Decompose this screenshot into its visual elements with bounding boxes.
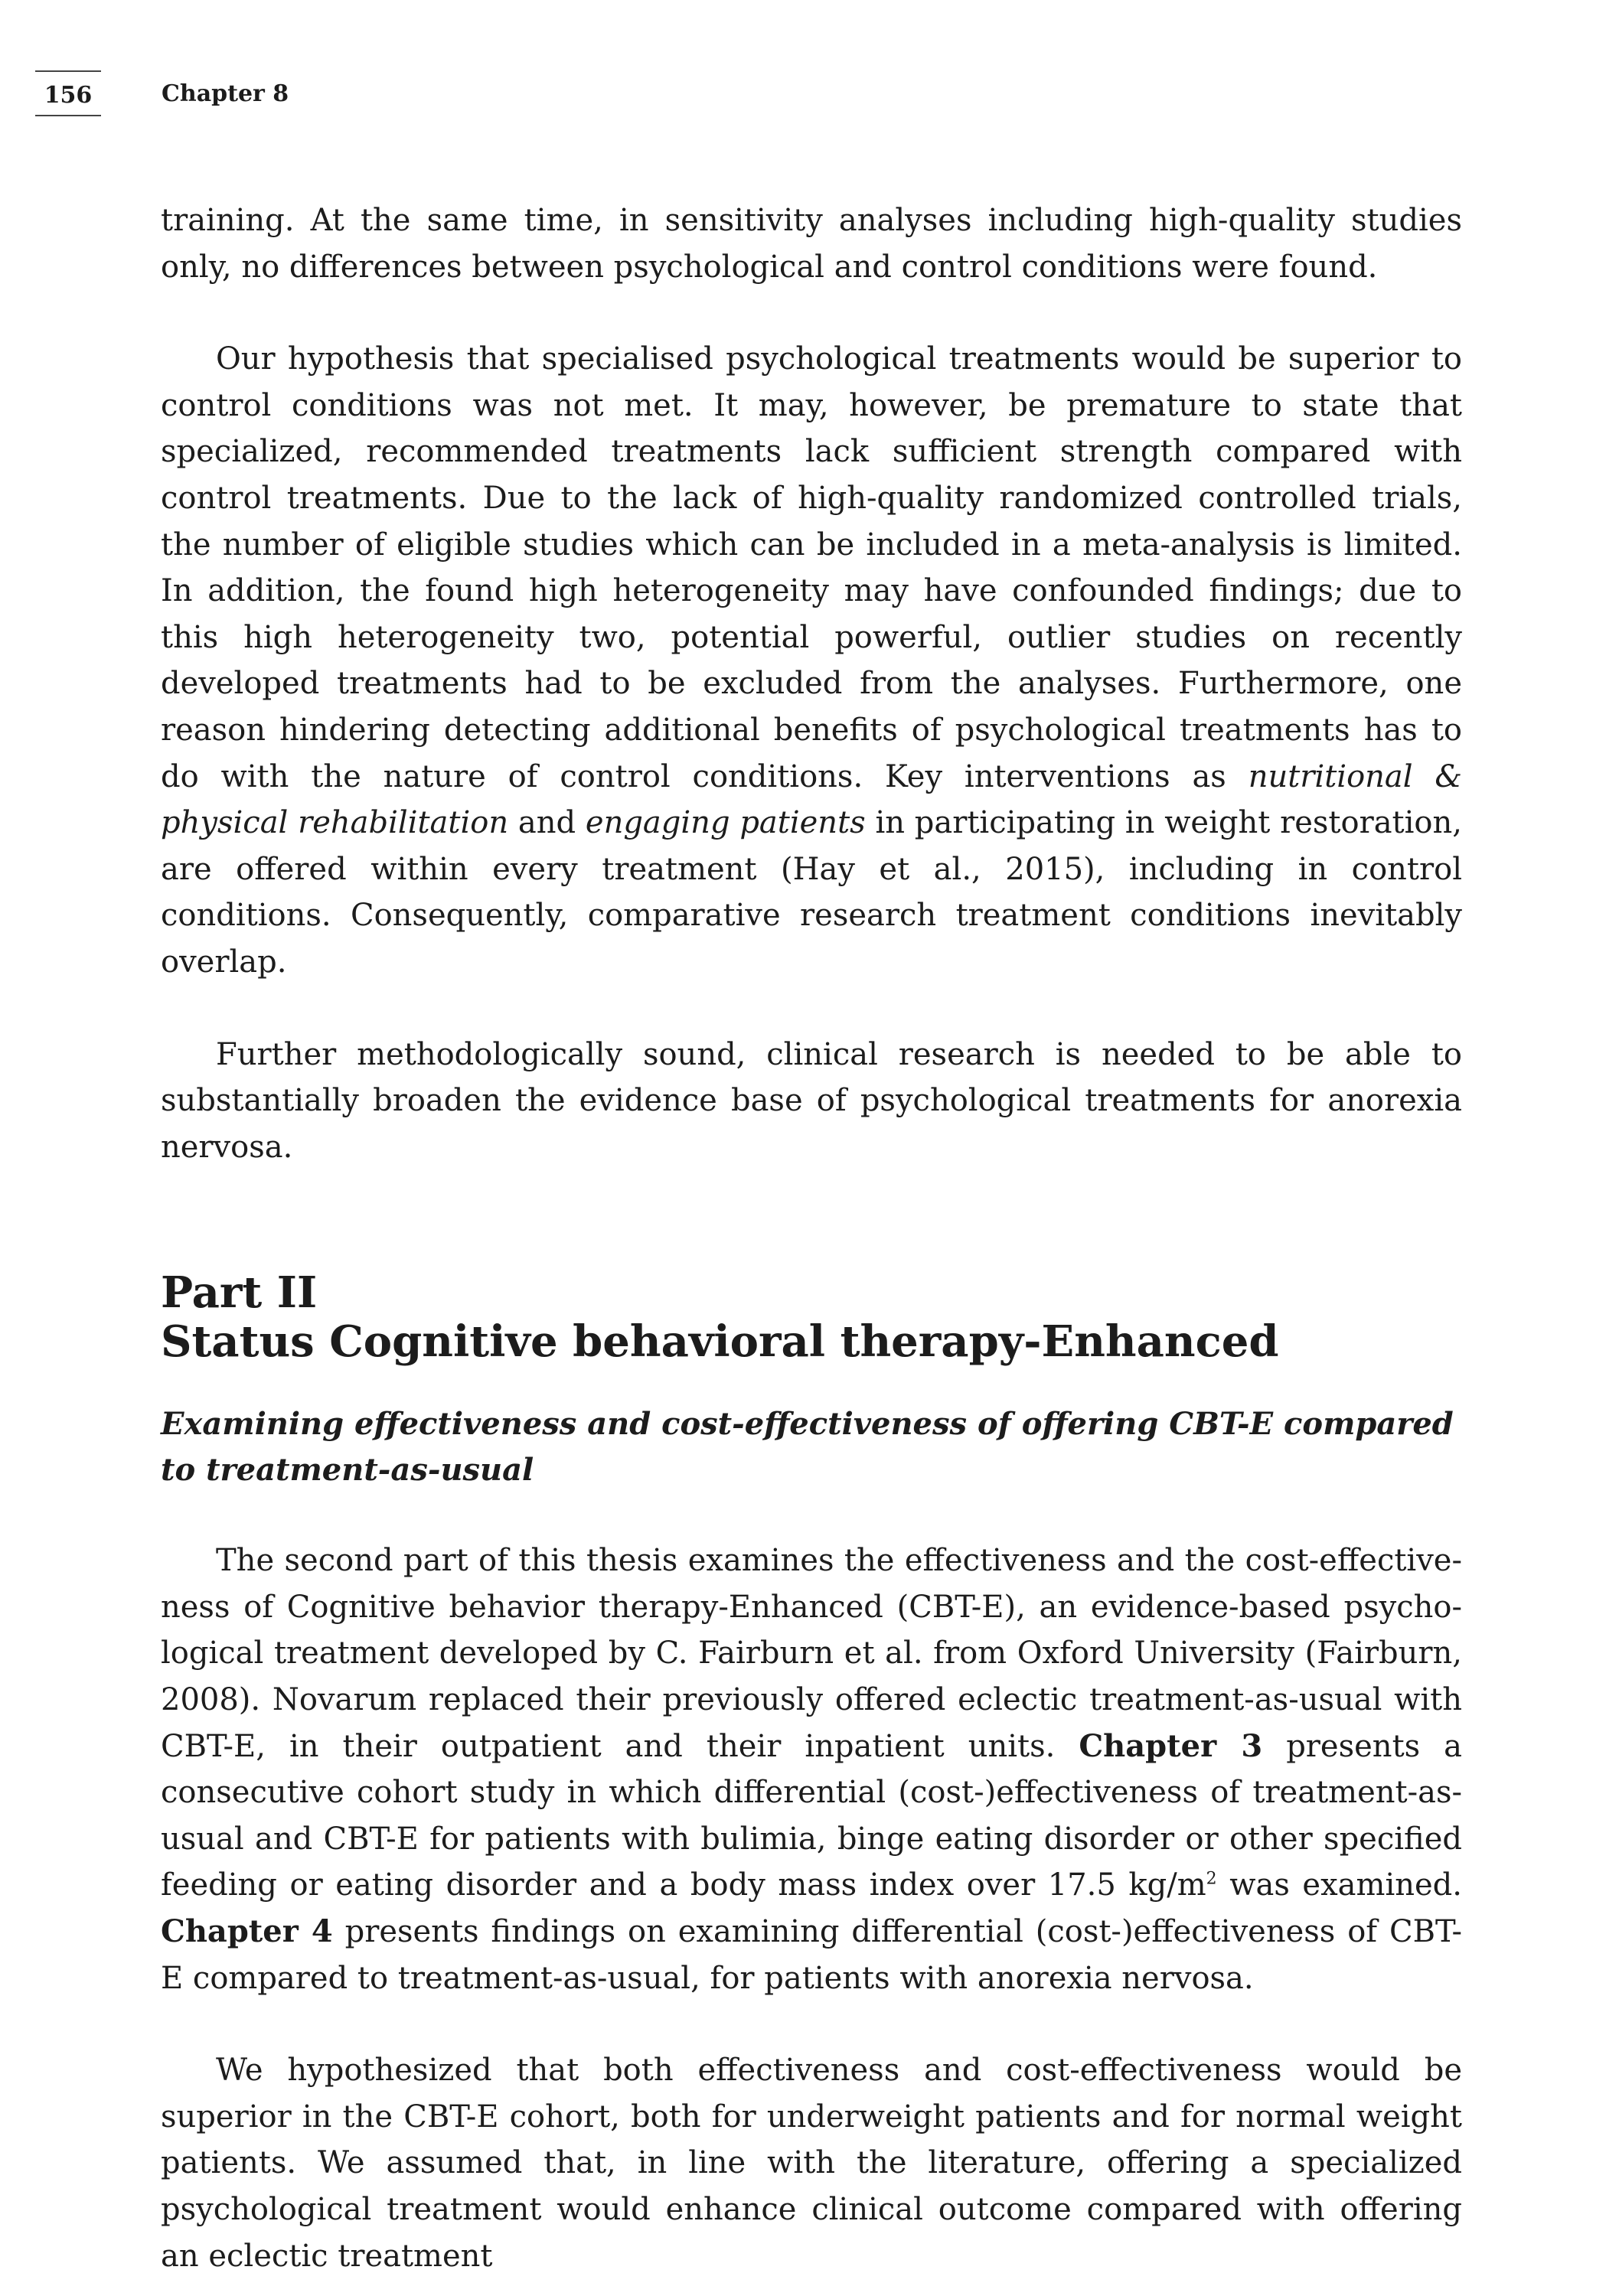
chapter-label: Chapter 8 [162, 80, 289, 107]
italic-term: engaging patients [585, 805, 866, 841]
subheading-line2: to treatment-as-usual [161, 1452, 534, 1489]
paragraph-hypothesized: We hypothesized that both effectiveness and cost-effectiveness would be superior in the CBT-E cohort, both for underweight patients and for normal weight patients. We assumed that, in line with the literature, offering a specialized psychological treatment would enhance clinical outcome compared with offering an eclectic treatment [161, 2053, 1462, 2274]
part-heading-line2: Status Cognitive behavioral therapy-Enhanced [161, 1316, 1279, 1368]
paragraph-text: presents a consecutive cohort study in which differential (cost-)effectiveness of treatment-as-usual and CBT-E for patients with bulimia, binge eating disorder or other specified feeding or eating disorder and a body mass index over 17.5 kg/m [161, 1728, 1463, 1903]
italic-term: nutritional & physical rehabilitation [161, 758, 1462, 841]
paragraph-continued: training. At the same time, in sensitivity analyses including high-quality studies only, no differences between psychological and control conditions were found. [161, 203, 1462, 285]
paragraph-text: Our hypothesis that specialised psychological treatments would be superior to control conditions was not met. It may, however, be premature to state that specialized, recommended treatments lack sufficient strength compared with control treatments. Due to the lack of high-quality randomized controlled trials, the number of eligible studies which can be included in a meta-analysis is limited. In addition, the found high heterogeneity may have confounded findings; due to this high heterogeneity two, potential powerful, outlier studies on recently developed treatments had to be excluded from the analyses. Furthermore, one reason hindering detecting additional benefits of psychological treatments has to do with the nature of control conditions. Key interventions as [161, 341, 1462, 794]
part-heading [161, 1268, 1462, 1366]
paragraph-text: and [508, 805, 586, 841]
page-number-rule [35, 115, 101, 116]
superscript: 2 [1206, 1870, 1217, 1890]
paragraph-text: was examined. [1216, 1867, 1462, 1903]
part-heading-line1: Part II [161, 1267, 318, 1319]
paragraph-text: in participating in weight restoration, are offered within every treatment (Hay et al., 2015), including in control conditions. Consequently, comparative research treatment conditions inevitably overlap. [161, 805, 1462, 980]
page-body [161, 197, 1462, 2279]
paragraph-second-part [161, 1538, 1462, 2001]
paragraph-further-research: Further methodologically sound, clinical research is needed to be able to substantially broaden the evidence base of psychological treatments for anorexia nervosa. [161, 1036, 1462, 1165]
subheading-line1: Examining effectiveness and cost-effectiveness of offering CBT-E compared [161, 1406, 1454, 1443]
section-subheading [161, 1401, 1462, 1493]
running-header [35, 70, 1451, 124]
chapter-reference: Chapter 3 [1079, 1727, 1263, 1764]
paragraph-hypothesis [161, 336, 1462, 985]
paragraph-text: presents findings on examining differential (cost-)effectiveness of CBT-E compared to treatment-as-usual, for patients with anorexia nervosa. [161, 1914, 1462, 1996]
chapter-reference: Chapter 4 [161, 1913, 333, 1950]
paragraph-text: The second part of this thesis examines the effectiveness and the cost-effectiveness of Cognitive behavior therapy-Enhanced (CBT-E), an evidence-based psychological treatment developed by C. Fairburn et al. from Oxford University (Fairburn, 2008). Novarum replaced their previously offered eclectic treatment-as-usual with CBT-E, in their outpatient and their inpatient units. [161, 1543, 1462, 1764]
page-number: 156 [35, 70, 101, 109]
